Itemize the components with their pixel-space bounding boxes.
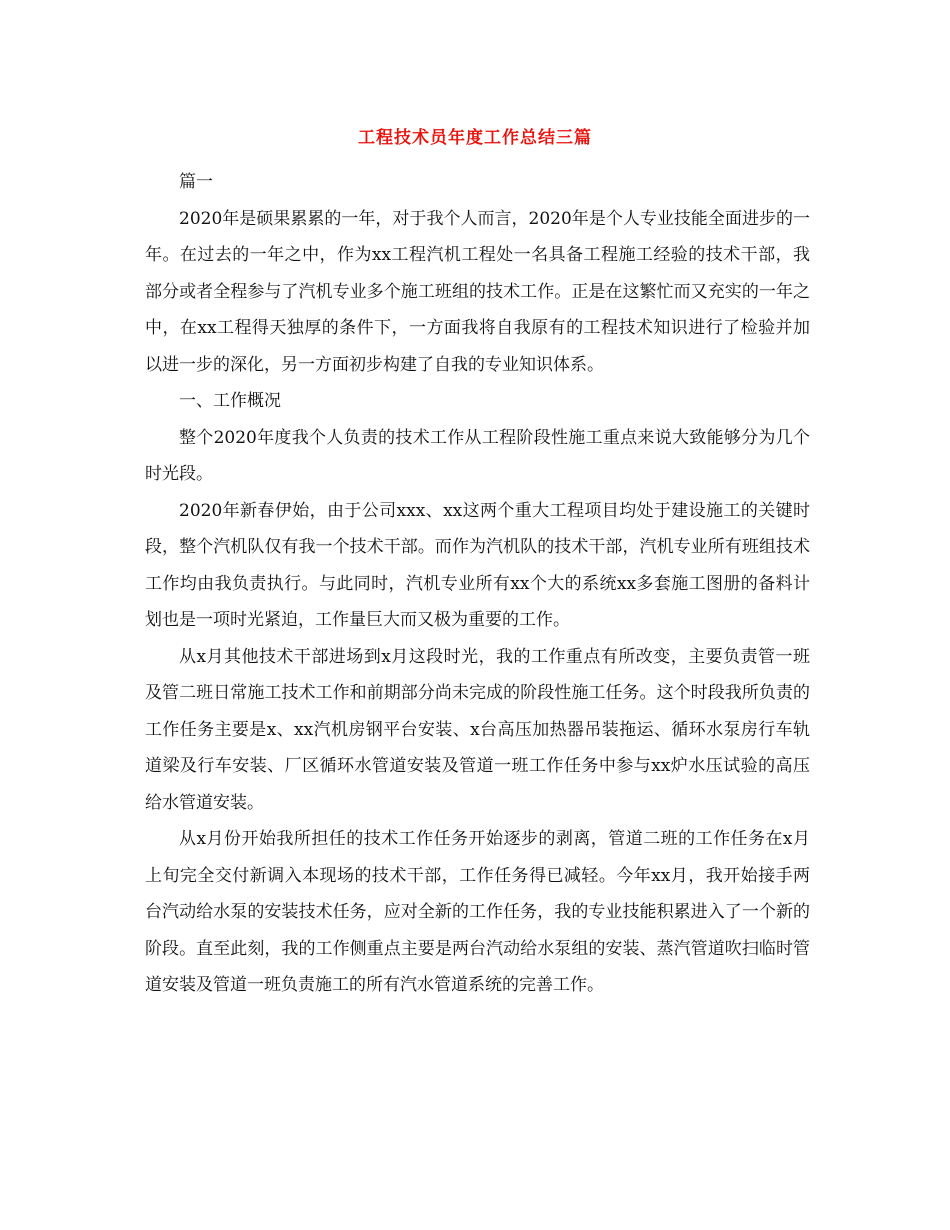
paragraph-overview: 整个2020年度我个人负责的技术工作从工程阶段性施工重点来说大致能够分为几个时光段。 [145,427,810,484]
paragraph-middle-period: 从x月其他技术干部进场到x月这段时光，我的工作重点有所改变，主要负责管一班及管二班日常施工技术工作和前期部分尚未完成的阶段性施工任务。这个时段我所负责的工作任务主要是x、xx汽机房钢平台安装、x台高压加热器吊装拖运、循环水泵房行车轨道梁及行车安装、厂区循环水管道安装及管道一班工作任务中参与xx炉水压试验的高压给水管道安装。 [145,646,810,813]
paragraph-intro: 2020年是硕果累累的一年，对于我个人而言，2020年是个人专业技能全面进步的一年。在过去的一年之中，作为xx工程汽机工程处一名具备工程施工经验的技术干部，我部分或者全程参与了汽机专业多个施工班组的技术工作。正是在这繁忙而又充实的一年之中，在xx工程得天独厚的条件下，一方面我将自我原有的工程技术知识进行了检验并加以进一步的深化，另一方面初步构建了自我的专业知识体系。 [145,208,810,375]
paragraph-later-period: 从x月份开始我所担任的技术工作任务开始逐步的剥离，管道二班的工作任务在x月上旬完全交付新调入本现场的技术干部，工作任务得已减轻。今年xx月，我开始接手两台汽动给水泵的安装技术任务，应对全新的工作任务，我的专业技能积累进入了一个新的阶段。直至此刻，我的工作侧重点主要是两台汽动给水泵组的安装、蒸汽管道吹扫临时管道安装及管道一班负责施工的所有汽水管道系统的完善工作。 [145,829,810,995]
document-title: 工程技术员年度工作总结三篇 [358,128,592,148]
section-heading-work-overview: 一、工作概况 [179,391,281,411]
paragraph-new-year: 2020年新春伊始，由于公司xxx、xx这两个重大工程项目均处于建设施工的关键时段，整个汽机队仅有我一个技术干部。而作为汽机队的技术干部，汽机专业所有班组技术工作均由我负责执行。与此同时，汽机专业所有xx个大的系统xx多套施工图册的备料计划也是一项时光紧迫，工作量巨大而又极为重要的工作。 [145,500,810,630]
section-heading-part-one: 篇一 [179,172,213,192]
document-body [145,164,810,1004]
